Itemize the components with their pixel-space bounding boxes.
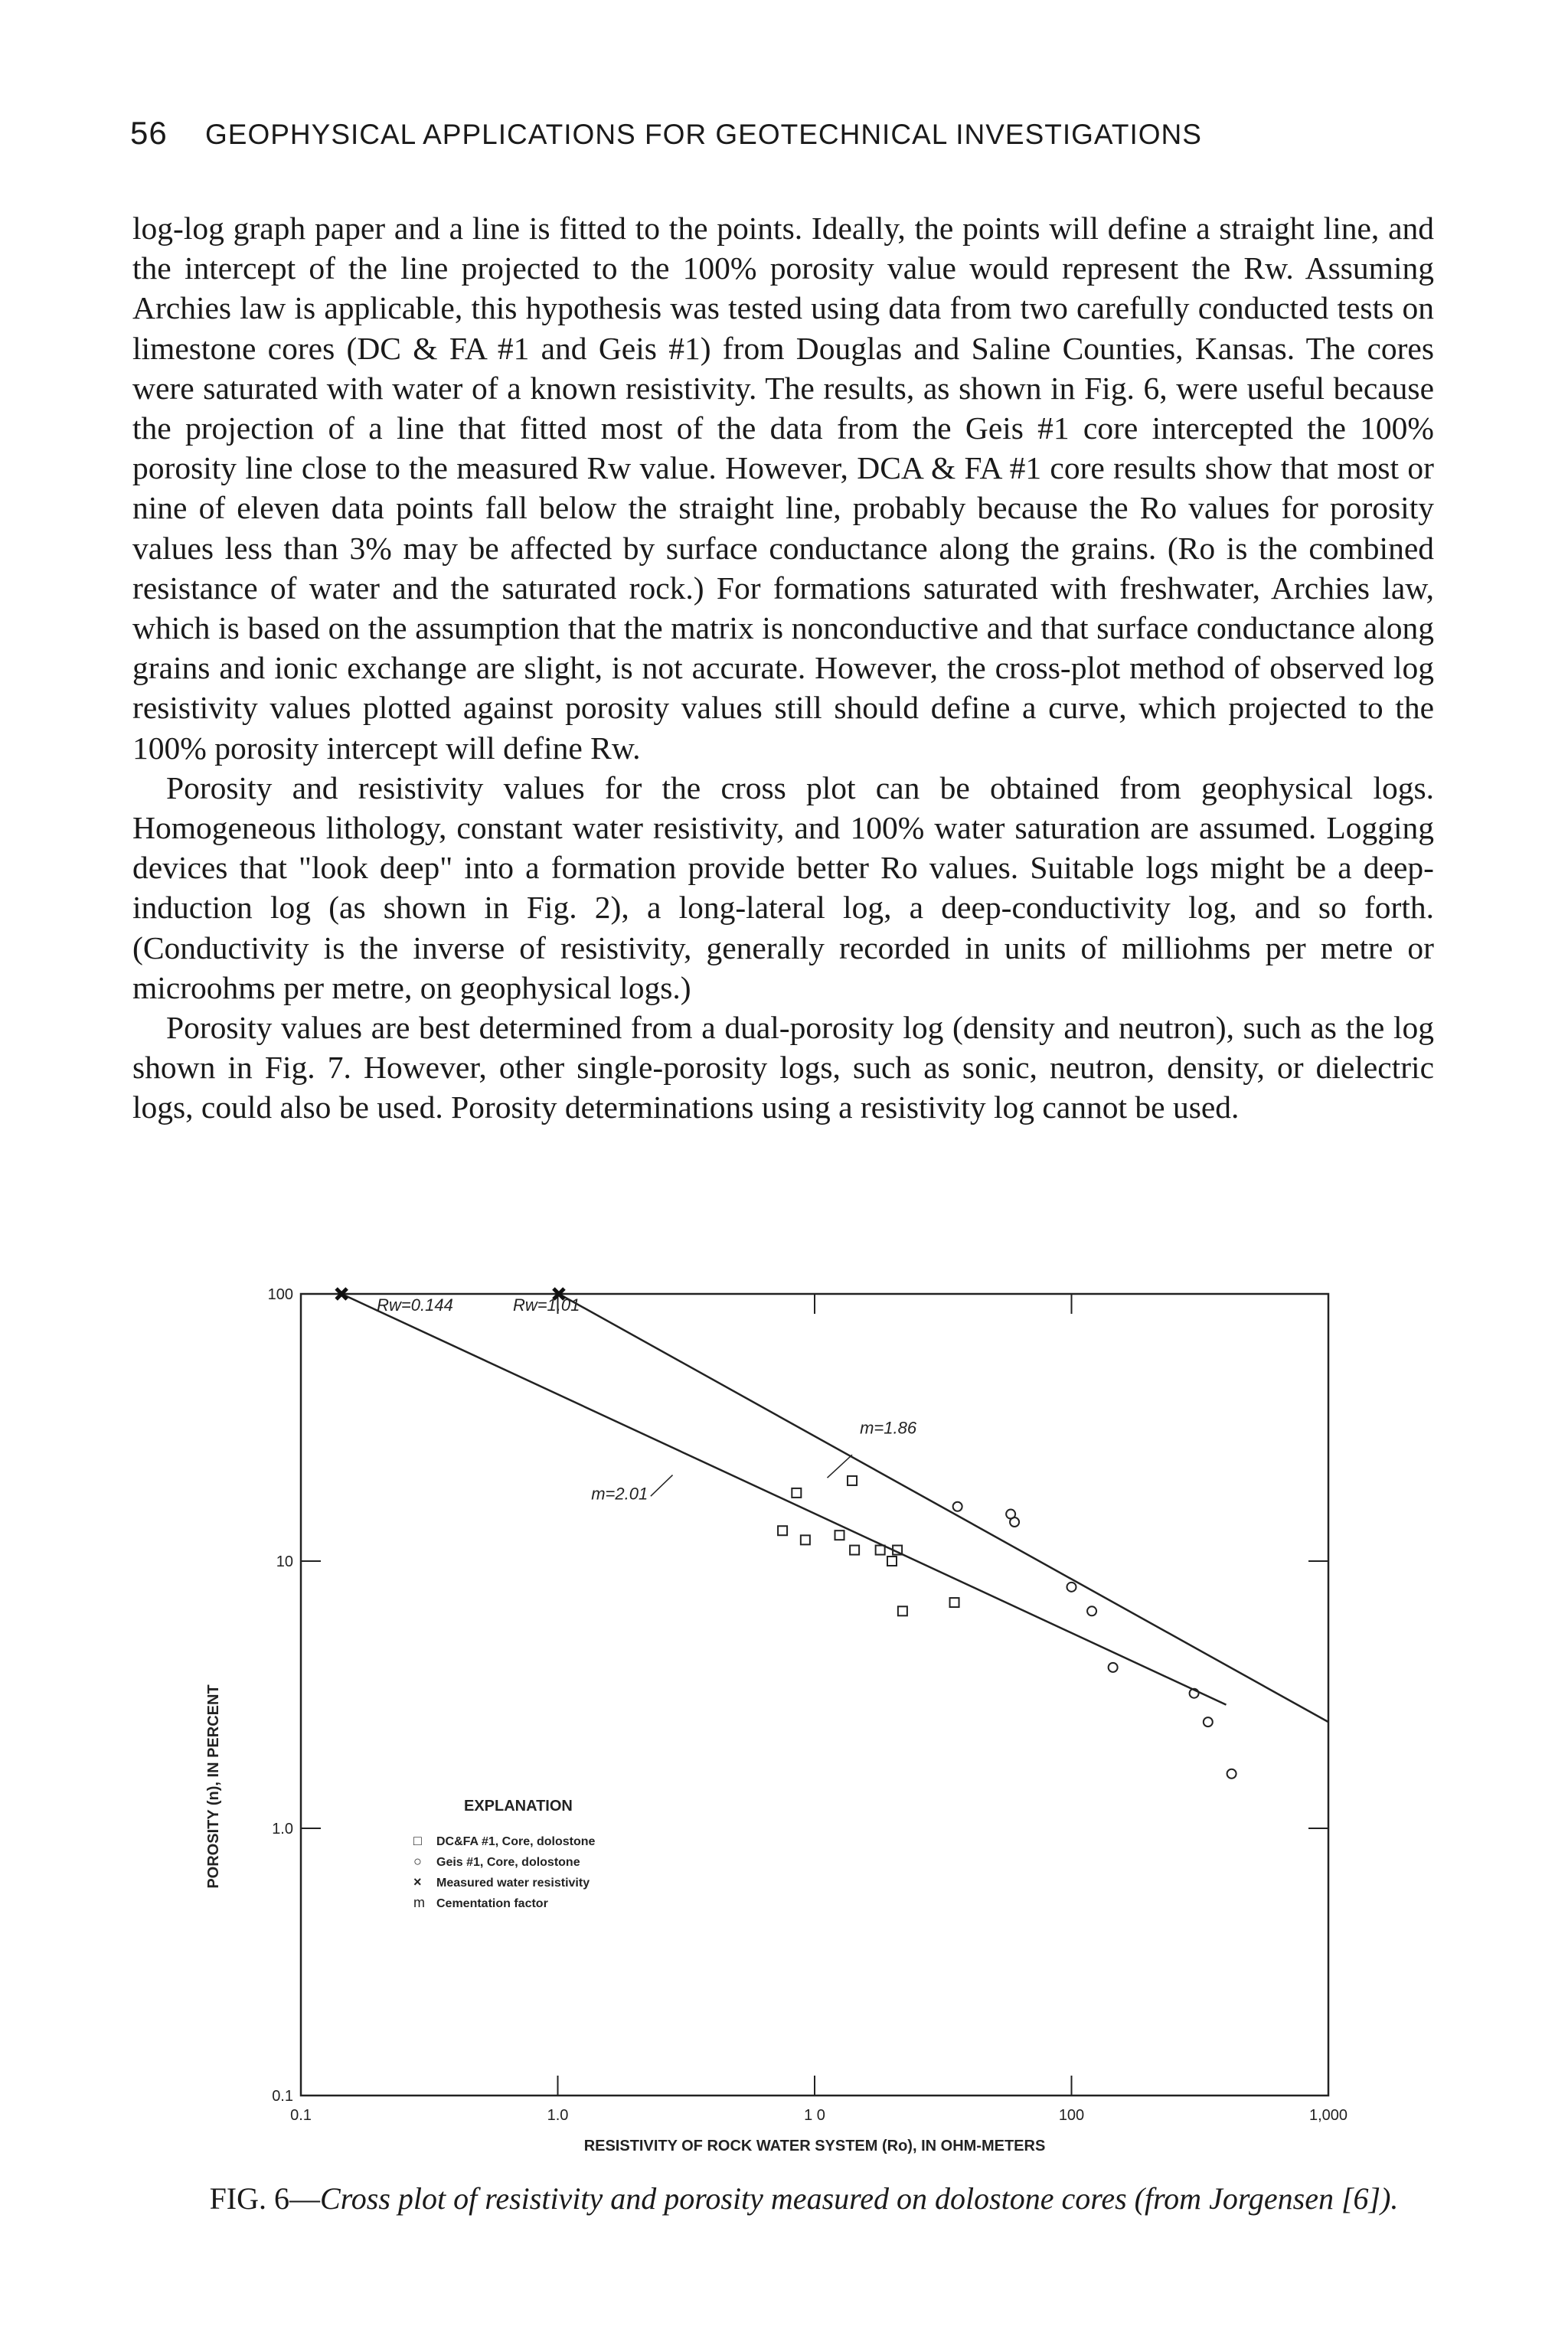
data-point-geis xyxy=(1087,1606,1096,1615)
running-header xyxy=(130,115,1202,152)
data-point-dcfa xyxy=(778,1526,787,1535)
fitted-line xyxy=(341,1294,1226,1705)
data-point-dcfa xyxy=(950,1598,959,1607)
data-point-dcfa xyxy=(876,1546,885,1555)
data-point-geis xyxy=(1109,1663,1118,1672)
fitted-line xyxy=(559,1294,1328,1722)
figure-6 xyxy=(0,1263,1568,2259)
paragraph-1: log-log graph paper and a line is fitted to the points. Ideally, the points will define a straight line, and the intercept of the line projected to the 100% porosity value would represent the Rw. Assuming Archies law is applicable, this hypothesis was tested using data from two carefully conducted tests on limestone cores (DC & FA #1 and Geis #1) from Douglas and Saline Counties, Kansas. The cores were saturated with water of a known resistivity. The results, as shown in Fig. 6, were useful because the projection of a line that fitted most of the data from the Geis #1 core intercepted the 100% porosity line close to the measured Rw value. However, DCA & FA #1 core results show that most or nine of eleven data points fall below the straight line, probably because the Ro values for porosity values less than 3% may be affected by surface conductance along the grains. (Ro is the combined resistance of water and the saturated rock.) For formations saturated with freshwater, Archies law, which is based on the assumption that the matrix is nonconductive and that surface conductance along grains and ionic exchange are slight, is not accurate. However, the cross-plot method of observed log resistivity values plotted against porosity values still should define a curve, which projected to the 100% porosity intercept will define Rw. xyxy=(132,211,1434,766)
caption-label: FIG. 6— xyxy=(209,2181,321,2216)
y-tick-label: 100 xyxy=(267,1286,293,1303)
slope-label-m201: m=2.01 xyxy=(591,1484,648,1504)
y-tick-label: 1.0 xyxy=(272,1821,293,1838)
data-point-dcfa xyxy=(792,1488,801,1498)
legend-label: DC&FA #1, Core, dolostone xyxy=(436,1835,596,1848)
paragraph-2: Porosity and resistivity values for the cross plot can be obtained from geophysical logs. Homogeneous lithology, constant water resistivity, and 100% water saturation are assumed. Logging devices that "look deep" into a formation provide better Ro values. Suitable logs might be a deep-induction log (as shown in Fig. 2), a long-lateral log, a deep-conductivity log, and so forth. (Conductivity is the inverse of resistivity, generally recorded in units of milliohms per metre or microohms per metre, on geophysical logs.) xyxy=(132,769,1434,1005)
data-point-geis xyxy=(1067,1583,1076,1592)
legend-label: Geis #1, Core, dolostone xyxy=(436,1856,580,1869)
slope-leader-m201 xyxy=(651,1475,673,1497)
legend-symbol: m xyxy=(413,1895,425,1910)
slope-leader-m186 xyxy=(828,1455,853,1478)
legend-symbol: × xyxy=(413,1874,422,1890)
data-point-geis xyxy=(1204,1717,1213,1726)
slope-label-m186: m=1.86 xyxy=(860,1418,917,1438)
data-point-dcfa xyxy=(850,1546,859,1555)
measured-rw-label: Rw=0.144 xyxy=(377,1295,453,1315)
running-title: GEOPHYSICAL APPLICATIONS FOR GEOTECHNICAL INVESTIGATIONS xyxy=(205,119,1202,150)
y-tick-label: 0.1 xyxy=(272,2088,293,2105)
page-number: 56 xyxy=(130,115,168,151)
legend-label: Cementation factor xyxy=(436,1897,548,1910)
body-text xyxy=(132,208,1434,1128)
x-tick-label: 0.1 xyxy=(290,2107,312,2124)
legend-symbol: ○ xyxy=(413,1854,422,1869)
data-point-dcfa xyxy=(848,1476,857,1485)
legend-symbol: □ xyxy=(413,1833,422,1848)
measured-rw-label: Rw=1.01 xyxy=(512,1295,580,1315)
y-tick-label: 10 xyxy=(276,1553,293,1570)
legend-label: Measured water resistivity xyxy=(436,1877,590,1890)
legend-title: EXPLANATION xyxy=(464,1798,573,1815)
x-axis-label: RESISTIVITY OF ROCK WATER SYSTEM (Ro), IN OHM-METERS xyxy=(583,2138,1046,2154)
data-point-dcfa xyxy=(898,1606,907,1615)
x-tick-label: 1,000 xyxy=(1308,2107,1348,2124)
data-point-dcfa xyxy=(835,1530,844,1540)
caption-text: Cross plot of resistivity and porosity measured on dolostone cores (from Jorgensen [6]). xyxy=(320,2181,1399,2216)
data-point-dcfa xyxy=(887,1557,897,1566)
paragraph-3: Porosity values are best determined from a dual-porosity log (density and neutron), such as the log shown in Fig. 7. However, other single-porosity logs, such as sonic, neutron, density, or dielectric logs, could also be used. Porosity determinations using a resistivity log cannot be used. xyxy=(132,1010,1434,1125)
cross-plot-chart xyxy=(0,1263,1568,2259)
data-point-geis xyxy=(1227,1769,1236,1779)
y-axis-label: POROSITY (n), IN PERCENT xyxy=(205,1684,222,1889)
x-tick-label: 1.0 xyxy=(547,2107,569,2124)
x-tick-label: 100 xyxy=(1058,2107,1085,2124)
data-point-dcfa xyxy=(801,1535,810,1544)
data-point-geis xyxy=(953,1502,962,1511)
figure-caption xyxy=(153,2180,1455,2216)
data-point-geis xyxy=(1010,1517,1019,1527)
plot-frame xyxy=(301,1294,1328,2096)
x-tick-label: 1 0 xyxy=(804,2107,825,2124)
